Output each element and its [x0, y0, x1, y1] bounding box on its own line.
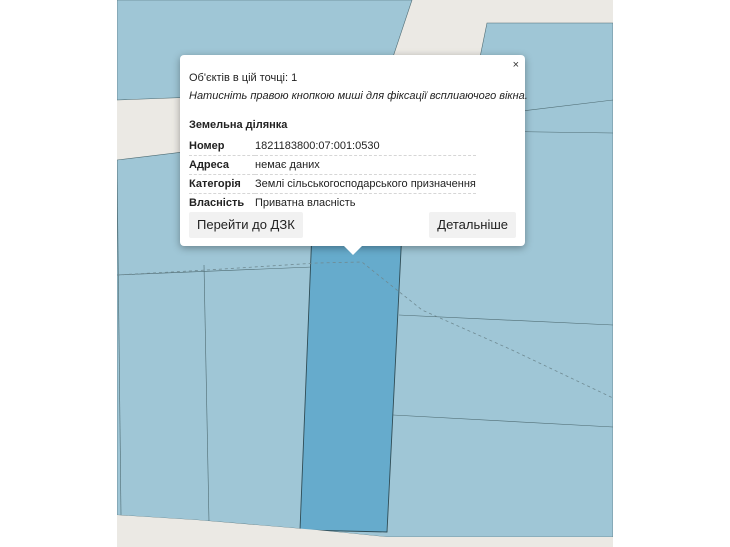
popup-hint: Натисніть правою кнопкою миші для фіксації всплиаючого вікна.	[189, 90, 528, 102]
close-icon[interactable]: ×	[512, 59, 519, 71]
attribute-row	[189, 137, 476, 156]
attribute-row	[189, 175, 476, 194]
attribute-key: Номер	[189, 137, 255, 156]
go-to-dzk-button[interactable]: Перейти до ДЗК	[189, 212, 303, 238]
section-title: Земельна ділянка	[189, 119, 288, 131]
attribute-key: Адреса	[189, 156, 255, 175]
objects-count: Об'єктів в цій точці: 1	[189, 72, 298, 84]
attribute-value: 1821183800:07:001:0530	[255, 137, 476, 156]
attribute-key: Категорія	[189, 175, 255, 194]
attribute-value: Землі сільськогосподарського призначення	[255, 175, 476, 194]
parcel-info-popup	[180, 55, 528, 246]
details-button[interactable]: Детальніше	[429, 212, 516, 238]
attribute-value: Приватна власність	[255, 197, 356, 209]
attribute-row	[189, 156, 476, 175]
attribute-value: немає даних	[255, 156, 476, 175]
attribute-key: Власність	[189, 197, 245, 209]
attribute-row	[189, 194, 476, 213]
selected-parcel[interactable]	[300, 230, 402, 532]
attributes-table	[189, 137, 476, 212]
popup-pointer	[344, 246, 362, 255]
